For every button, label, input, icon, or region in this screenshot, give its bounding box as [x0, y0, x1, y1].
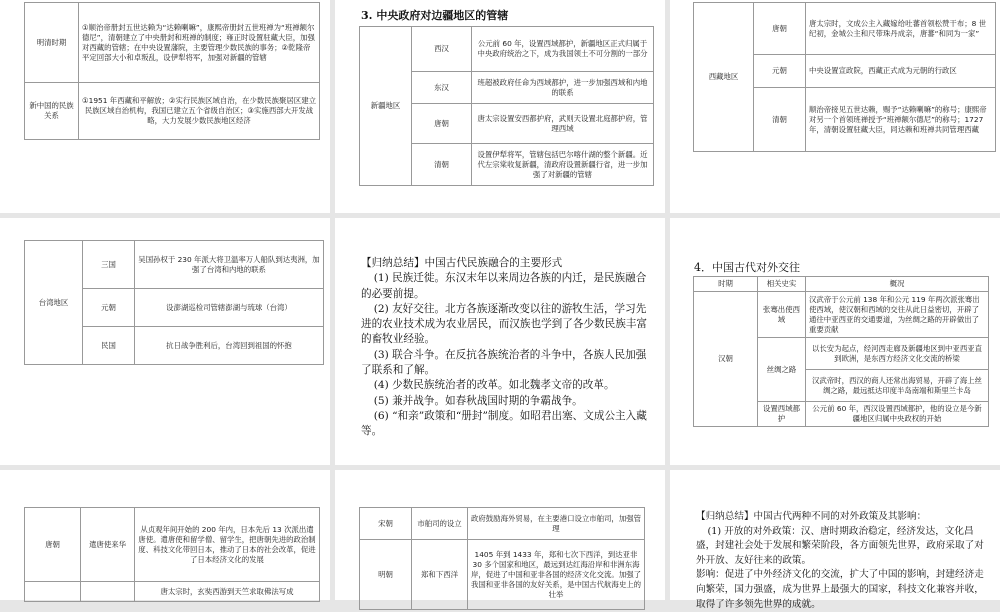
summary-item: (3) 联合斗争。在反抗各族统治者的斗争中，各族人民加强了联系和了解。 [361, 348, 647, 377]
table-header-row [694, 277, 989, 292]
summary-text [696, 510, 988, 612]
table-row [25, 241, 324, 289]
summary-title: 【归纳总结】中国古代两种不同的对外政策及其影响： [696, 511, 927, 522]
summary-item: (1) 开放的对外政策：汉、唐时期政治稳定，经济发达，文化昌盛，封建社会处于发展和繁荣阶段，各方面领先世界，政府采取了对外开放、友好往来的政策。 [696, 525, 984, 566]
era-cell: 明清时期 [25, 3, 79, 83]
detail-cell: 唐太宗设置安西都护府，武则天设置北庭都护府，管理西域 [472, 104, 654, 144]
detail-cell: 公元前 60 年，设置西域都护，新疆地区正式归属于中央政府统治之下，成为我国领土不可分割的一部分 [472, 27, 654, 72]
table-row [25, 508, 320, 582]
fact-cell: 郑和下西洋 [412, 540, 468, 610]
dynasty-cell: 唐朝 [412, 104, 472, 144]
detail-cell: 汉武帝时，西汉的商人还常出海贸易，开辟了海上丝绸之路，最远抵达印度半岛南端和斯里兰卡岛 [806, 370, 989, 402]
detail-cell: 政府鼓励海外贸易，在主要港口设立市舶司，加强管理 [468, 508, 645, 540]
dynasty-cell: 东汉 [412, 72, 472, 104]
detail-cell: 设置伊犁将军，管辖包括巴尔喀什湖的整个新疆。近代左宗棠收复新疆，清政府设置新疆行省，进一步加强了对新疆的管辖 [472, 144, 654, 186]
song-ming-table [359, 507, 645, 610]
dynasty-cell: 明朝 [360, 540, 412, 610]
summary-item: (1) 民族迁徙。东汉末年以来周边各族的内迁，是民族融合的必要前提。 [361, 272, 647, 300]
dynasty-cell: 清朝 [754, 88, 806, 152]
table-row [25, 3, 320, 83]
dynasty-cell [25, 582, 81, 602]
slide-tibet [670, 0, 1000, 213]
dynasty-cell: 唐朝 [25, 508, 81, 582]
dynasty-cell: 宋朝 [360, 508, 412, 540]
summary-item: (6) “和亲”政策和“册封”制度。如昭君出塞、文成公主入藏等。 [361, 409, 647, 438]
table-row [694, 3, 996, 55]
summary-title: 【归纳总结】中国古代民族融合的主要形式 [361, 257, 563, 269]
dynasty-cell: 三国 [83, 241, 135, 289]
header-period: 时期 [694, 277, 758, 292]
dynasty-cell: 元朝 [754, 55, 806, 88]
header-overview: 概况 [806, 277, 989, 292]
detail-cell: 从贞观年间开始的 200 年内，日本先后 13 次派出遣唐使。遣唐使和留学僧、留学生，把唐朝先进的政治制度、科技文化带回日本，推动了日本的社会改革，促进了日本经济文化的发展 [135, 508, 320, 582]
table-row [360, 508, 645, 540]
detail-cell: 班超被政府任命为西域都护，进一步加强西域和内地的联系 [472, 72, 654, 104]
detail-cell: 吴国孙权于 230 年派大将卫温率万人船队到达夷洲，加强了台湾和内地的联系 [135, 241, 324, 289]
dynasty-cell: 西汉 [412, 27, 472, 72]
section-heading: 4．中国古代对外交往 [694, 261, 800, 274]
header-fact: 相关史实 [758, 277, 806, 292]
fact-cell [81, 582, 135, 602]
slide-tang-japan [0, 470, 330, 600]
summary-item: (2) 友好交往。北方各族逐渐改变以往的游牧生活，学习先进的农业技术成为农业居民，而汉族也学到了各少数民族丰富的畜牧业经验。 [361, 302, 648, 346]
tibet-table [693, 2, 996, 152]
slide-policy-summary [670, 470, 1000, 610]
table-row [25, 83, 320, 140]
detail-cell: 公元前 60 年，西汉设置西域都护，他的设立是今新疆地区归属中央政权的开始 [806, 402, 989, 427]
dynasty-cell: 民国 [83, 327, 135, 365]
detail-cell: 抗日战争胜利后，台湾回到祖国的怀抱 [135, 327, 324, 365]
ming-qing-table [24, 2, 320, 140]
detail-cell: 顺治帝接见五世达赖，赐予“达赖喇嘛”的称号；康熙帝对另一个首领班禅授予“班禅额尔德尼”的称号；1727 年，清朝设置驻藏大臣，同达赖和班禅共同管理西藏 [806, 88, 996, 152]
fact-cell: 遣唐使来华 [81, 508, 135, 582]
dynasty-cell: 唐朝 [754, 3, 806, 55]
era-cell: 新中国的民族关系 [25, 83, 79, 140]
fact-cell: 张骞出使西域 [758, 292, 806, 338]
slide-ming-qing [0, 0, 330, 213]
detail-cell: 设澎湖巡检司管辖澎湖与琉球（台湾） [135, 289, 324, 327]
region-cell: 台湾地区 [25, 241, 83, 365]
detail-cell: 中央设置宣政院，西藏正式成为元朝的行政区 [806, 55, 996, 88]
section-heading: 3. 中央政府对边疆地区的管辖 [361, 9, 509, 22]
tang-table [24, 507, 320, 602]
summary-text [361, 256, 651, 440]
summary-item: (5) 兼并战争。如春秋战国时期的争霸战争。 [373, 394, 583, 407]
fact-cell: 设置西域都护 [758, 402, 806, 427]
detail-cell: 1405 年到 1433 年，郑和七次下西洋，到达亚非 30 多个国家和地区，最远到达红海沿岸和非洲东海岸，促进了中国和亚非各国的经济文化交流。加强了我国和亚非各国的友好关系，是中国古代航海史上的壮举 [468, 540, 645, 610]
dynasty-cell: 汉朝 [694, 292, 758, 427]
fact-cell: 市舶司的设立 [412, 508, 468, 540]
detail-cell: 汉武帝于公元前 138 年和公元 119 年两次派张骞出使西域，使汉朝和西域的交往从此日益密切，开辟了通往中亚西亚的交通要道，为丝绸之路的开辟做出了重要贡献 [806, 292, 989, 338]
slide-fusion-summary [335, 218, 665, 465]
slide-xinjiang [335, 0, 665, 213]
summary-item: 影响：促进了中外经济文化的交流，扩大了中国的影响，封建经济走向繁荣，国力强盛，成为世界上最强大的国家，科技文化兼容并收，取得了许多领先世界的成就。 [696, 569, 984, 610]
slide-foreign-relations [670, 218, 1000, 465]
region-cell: 西藏地区 [694, 3, 754, 152]
detail-cell: 唐太宗时，玄奘西游到天竺求取佛法写成 [135, 582, 320, 602]
slide-song-ming [335, 470, 665, 600]
xinjiang-table [359, 26, 654, 186]
region-cell: 新疆地区 [360, 27, 412, 186]
table-row [694, 292, 989, 338]
table-row [360, 540, 645, 610]
table-row [360, 27, 654, 72]
slide-taiwan [0, 218, 330, 465]
table-row [25, 582, 320, 602]
dynasty-cell: 元朝 [83, 289, 135, 327]
detail-cell: 唐太宗时，文成公主入藏嫁给吐蕃首领松赞干布；8 世纪初，金城公主和尺带珠丹成亲，唐蕃“和同为一家” [806, 3, 996, 55]
summary-item: (4) 少数民族统治者的改革。如北魏孝文帝的改革。 [373, 379, 615, 392]
fact-cell: 丝绸之路 [758, 338, 806, 402]
detail-cell: ①1951 年西藏和平解放；②实行民族区域自治，在少数民族聚居区建立民族区域自治机构，我国已建立五个省级自治区；③实施西部大开发战略，大力发展少数民族地区经济 [79, 83, 320, 140]
detail-cell: 以长安为起点，经河西走廊及新疆地区到中亚西亚直到欧洲，是东西方经济文化交流的桥梁 [806, 338, 989, 370]
detail-cell: ①顺治帝册封五世达赖为“达赖喇嘛”，康熙帝册封五世班禅为“班禅额尔德尼”，清朝建立了中央册封和班禅的制度；雍正时设置驻藏大臣，加强对西藏的管辖；在中央设置藩院，主要管理少数民族的事务；②乾隆帝平定回部大小和卓叛乱，设伊犁将军，加强对新疆的管辖 [79, 3, 320, 83]
taiwan-table [24, 240, 324, 365]
han-table [693, 276, 989, 427]
dynasty-cell: 清朝 [412, 144, 472, 186]
